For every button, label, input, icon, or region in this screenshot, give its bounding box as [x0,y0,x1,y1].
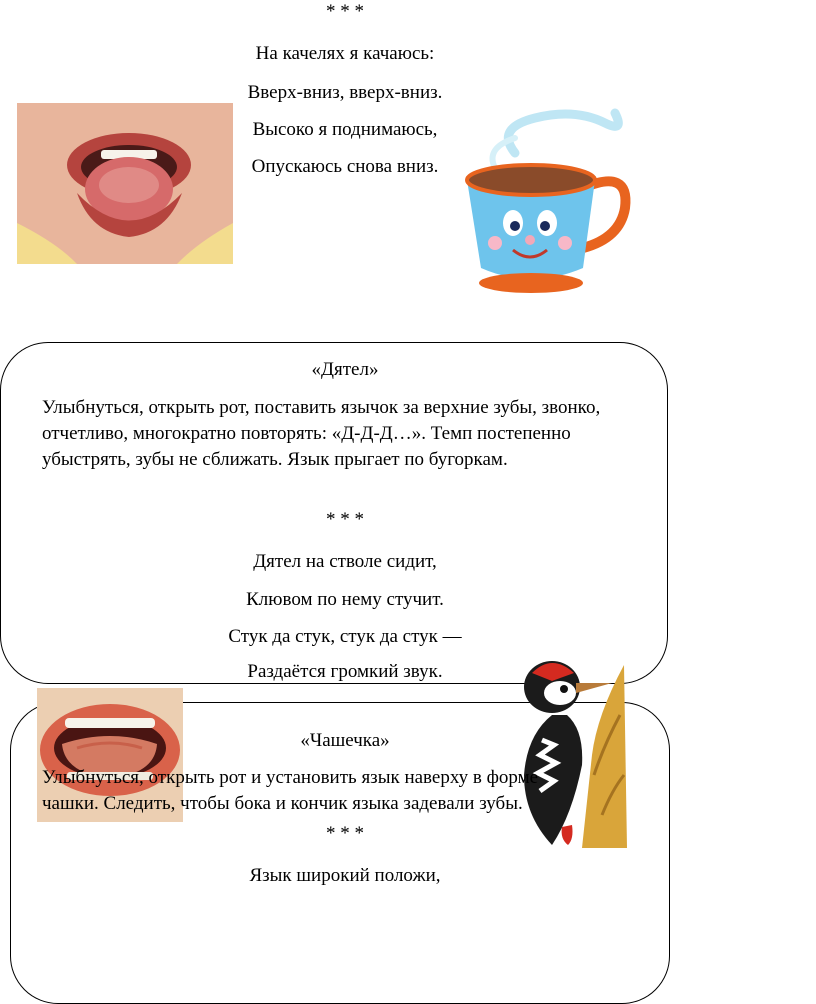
poem-line: Раздаётся громкий звук. [247,661,443,682]
poem-line: Стук да стук, стук да стук — [228,626,462,647]
exercise-title: «Дятел» [311,359,379,380]
poem-line: Опускаюсь снова вниз. [251,156,439,177]
poem-line: На качелях я качаюсь: [255,43,435,64]
stars-divider-1: * * * [326,1,364,22]
poem-line: Вверх-вниз, вверх-вниз. [247,82,443,103]
poem-line: Дятел на стволе сидит, [253,551,437,572]
stars-divider-3: * * * [326,823,364,844]
poem-line: Высоко я поднимаюсь, [252,119,438,140]
teacup-picture [455,98,635,301]
exercise-instruction-line1: Улыбнуться, открыть рот и установить язык наверху в форме [42,767,539,788]
mouth-tongue-down-photo [17,103,233,264]
stars-divider-2: * * * [326,509,364,530]
exercise-instruction: Улыбнуться, открыть рот, поставить язычок за верхние зубы, звонко, отчетливо, многократно повторять: «Д-Д-Д…». Темп постепенно убыстрять, зубы не сближать. Язык прыгает по бугоркам. [42,397,601,470]
exercise-instruction-line2: чашки. Следить, чтобы бока и кончик языка задевали зубы. [42,793,523,814]
poem-line: Язык широкий положи, [249,865,441,886]
poem-line: Клювом по нему стучит. [246,589,444,610]
exercise-title: «Чашечка» [300,730,390,751]
